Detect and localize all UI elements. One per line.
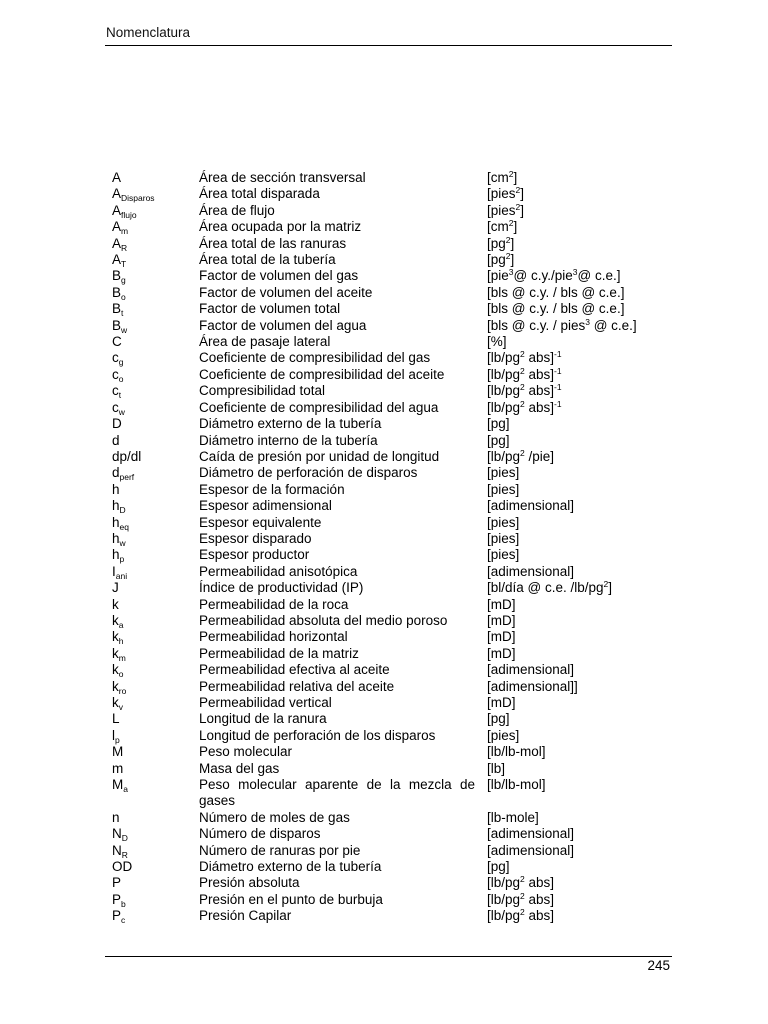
description-cell: Permeabilidad vertical <box>199 695 332 710</box>
nomenclature-row <box>112 350 677 366</box>
nomenclature-row <box>112 843 677 859</box>
symbol-cell: $k_m$ <box>112 645 126 663</box>
symbol-cell: $h_p$ <box>112 547 125 565</box>
nomenclature-row <box>112 433 677 449</box>
nomenclature-row <box>112 498 677 514</box>
description-cell: Espesor productor <box>199 547 310 563</box>
unit-cell: [pies$^2$] <box>487 185 525 202</box>
nomenclature-row <box>112 892 677 908</box>
nomenclature-row <box>112 383 677 399</box>
symbol-cell: $M_a$ <box>112 777 128 795</box>
nomenclature-row <box>112 728 677 744</box>
description-cell: Coeficiente de compresibilidad del agua <box>199 399 439 415</box>
description-cell: Espesor adimensional <box>199 498 332 514</box>
unit-cell: [pies] <box>487 530 520 546</box>
nomenclature-row <box>112 908 677 924</box>
symbol-cell: $P_b$ <box>112 891 126 909</box>
unit-cell: [lb/lb-mol] <box>487 777 546 793</box>
unit-cell: [$lb/pg^2$ abs]$^{-1}$ <box>487 349 562 366</box>
unit-cell: [pies] <box>487 514 520 530</box>
nomenclature-row <box>112 547 677 563</box>
nomenclature-row <box>112 629 677 645</box>
nomenclature-row <box>112 219 677 235</box>
nomenclature-row <box>112 564 677 580</box>
description-cell: Factor de volumen del agua <box>199 317 367 333</box>
unit-cell: [pie$^3$@ c.y./pie$^3$@ c.e.] <box>487 267 621 284</box>
symbol-cell: $B_t$ <box>112 301 124 319</box>
description-cell: Permeabilidad horizontal <box>199 629 348 645</box>
description-cell: Coeficiente de compresibilidad del aceite <box>199 366 445 382</box>
description-cell: Permeabilidad anisotópica <box>199 563 358 579</box>
unit-cell: $[pg^2]$ <box>487 234 515 251</box>
nomenclature-row <box>112 482 677 498</box>
unit-cell: [pg] <box>487 416 510 432</box>
symbol-cell: $k_{ro}$ <box>112 678 127 696</box>
unit-cell: [$lb/pg^2$ abs] <box>487 890 555 907</box>
symbol-cell: $B_g$ <box>112 268 126 286</box>
nomenclature-row <box>112 252 677 268</box>
unit-cell: [pies] <box>487 547 520 563</box>
symbol-cell: J <box>112 580 119 596</box>
description-cell: Índice de productividad (IP) <box>199 580 364 596</box>
unit-cell: $[cm^2]$ <box>487 169 518 185</box>
description-cell: Número de ranuras por pie <box>199 842 361 858</box>
unit-cell: [pies] <box>487 465 520 481</box>
symbol-cell: $c_g$ <box>112 350 124 368</box>
description-cell: Área total disparada <box>199 186 320 202</box>
symbol-cell: $N_D$ <box>112 826 128 844</box>
description-cell: Compresibilidad total <box>199 383 326 399</box>
unit-cell: [$lb/pg^2$ abs]$^{-1}$ <box>487 365 562 382</box>
nomenclature-row <box>112 695 677 711</box>
symbol-cell: m <box>112 760 124 776</box>
symbol-cell: dp/dl <box>112 448 142 464</box>
unit-cell: [bl/día @ c.e. $/lb/pg^2$] <box>487 579 613 596</box>
unit-cell: [pies$^2$] <box>487 201 525 218</box>
nomenclature-row <box>112 400 677 416</box>
nomenclature-row <box>112 613 677 629</box>
unit-cell: [mD] <box>487 596 516 612</box>
unit-cell: [pg] <box>487 859 510 875</box>
nomenclature-row <box>112 186 677 202</box>
description-cell: Diámetro externo de la tubería <box>199 416 382 432</box>
nomenclature-row <box>112 170 677 186</box>
nomenclature-row <box>112 203 677 219</box>
symbol-cell: OD <box>112 859 133 875</box>
symbol-cell: C <box>112 334 122 350</box>
description-cell: Permeabilidad absoluta del medio poroso <box>199 612 448 628</box>
description-cell: Diámetro interno de la tubería <box>199 432 378 448</box>
nomenclature-row <box>112 367 677 383</box>
symbol-cell: $c_w$ <box>112 399 125 417</box>
unit-cell: [$lb/pg^2$ abs] <box>487 874 555 891</box>
symbol-cell: P <box>112 875 122 891</box>
description-cell: Área de flujo <box>199 202 275 218</box>
symbol-cell: $A_{Disparos}$ <box>112 186 155 204</box>
description-cell: Coeficiente de compresibilidad del gas <box>199 350 431 366</box>
symbol-cell: $B_o$ <box>112 284 126 302</box>
nomenclature-row <box>112 711 677 727</box>
header-divider <box>105 45 672 46</box>
symbol-cell: $P_c$ <box>112 908 126 926</box>
symbol-cell: $d_{perf}$ <box>112 465 135 483</box>
nomenclature-row <box>112 744 677 760</box>
symbol-cell: $I_{ani}$ <box>112 563 128 581</box>
nomenclature-row <box>112 810 677 826</box>
description-cell: Caída de presión por unidad de longitud <box>199 448 440 464</box>
nomenclature-row <box>112 236 677 252</box>
nomenclature-row <box>112 318 677 334</box>
description-cell: Área total de la tubería <box>199 252 336 268</box>
nomenclature-row <box>112 515 677 531</box>
unit-cell: [adimensional] <box>487 498 575 514</box>
description-cell: Permeabilidad de la matriz <box>199 645 359 661</box>
unit-cell: [pg] <box>487 711 510 727</box>
nomenclature-table <box>112 170 677 925</box>
unit-cell: [$lb/pg^2$ abs] <box>487 907 555 924</box>
nomenclature-row <box>112 580 677 596</box>
nomenclature-row <box>112 416 677 432</box>
unit-cell: [adimensional] <box>487 662 575 678</box>
description-cell: Espesor de la formación <box>199 481 345 497</box>
symbol-cell: D <box>112 416 122 432</box>
nomenclature-row <box>112 761 677 777</box>
unit-cell: $[pg^2]$ <box>487 251 515 268</box>
page-header-title: Nomenclatura <box>106 25 191 40</box>
description-cell: Factor de volumen total <box>199 301 341 317</box>
nomenclature-row <box>112 301 677 317</box>
page-number: 245 <box>647 958 670 973</box>
unit-cell: [mD] <box>487 629 516 645</box>
description-cell: Diámetro externo de la tubería <box>199 859 382 875</box>
description-cell: Área de pasaje lateral <box>199 334 331 350</box>
unit-cell: [pies] <box>487 481 520 497</box>
description-cell: Espesor disparado <box>199 530 312 546</box>
unit-cell: [bls @ c.y. / pies$^3$ @ c.e.] <box>487 316 637 333</box>
footer-divider <box>105 956 672 957</box>
unit-cell: [adimensional] <box>487 842 575 858</box>
symbol-cell: $k_v$ <box>112 695 123 712</box>
description-cell: Peso molecular aparente de la mezcla de gases <box>199 777 475 809</box>
nomenclature-row <box>112 646 677 662</box>
symbol-cell: $h_D$ <box>112 498 126 516</box>
symbol-cell: $h_{eq}$ <box>112 514 129 532</box>
unit-cell: [$lb/pg^2$ /pie] <box>487 447 555 464</box>
description-cell: Longitud de la ranura <box>199 711 327 727</box>
description-cell: Presión Capilar <box>199 908 292 924</box>
symbol-cell: k <box>112 596 119 612</box>
unit-cell: [mD] <box>487 645 516 661</box>
description-cell: Factor de volumen del aceite <box>199 284 373 300</box>
symbol-cell: n <box>112 809 120 825</box>
nomenclature-row <box>112 465 677 481</box>
symbol-cell: $A_m$ <box>112 219 129 237</box>
symbol-cell: $k_a$ <box>112 612 124 630</box>
nomenclature-row <box>112 826 677 842</box>
nomenclature-row <box>112 268 677 284</box>
unit-cell: [adimensional]] <box>487 678 578 694</box>
description-cell: Permeabilidad relativa del aceite <box>199 678 395 694</box>
unit-cell: [pies] <box>487 727 520 743</box>
unit-cell: [bls @ c.y. / bls @ c.e.] <box>487 301 625 317</box>
unit-cell: [lb-mole] <box>487 809 539 825</box>
description-cell: Permeabilidad efectiva al aceite <box>199 662 390 678</box>
description-cell: Peso molecular <box>199 744 293 760</box>
description-cell: Área de sección transversal <box>199 170 366 185</box>
unit-cell: [%] <box>487 334 507 350</box>
description-cell: Factor de volumen del gas <box>199 268 359 284</box>
unit-cell: $[cm^2]$ <box>487 218 518 235</box>
description-cell: Presión en el punto de burbuja <box>199 891 383 907</box>
description-cell: Número de disparos <box>199 826 321 842</box>
nomenclature-row <box>112 285 677 301</box>
unit-cell: [bls @ c.y. / bls @ c.e.] <box>487 284 625 300</box>
description-cell: Diámetro de perforación de disparos <box>199 465 418 481</box>
nomenclature-row <box>112 662 677 678</box>
unit-cell: [$lb/pg^2$ abs]$^{-1}$ <box>487 382 562 399</box>
nomenclature-row <box>112 334 677 350</box>
unit-cell: [mD] <box>487 612 516 628</box>
symbol-cell: L <box>112 711 120 727</box>
symbol-cell: h <box>112 481 120 497</box>
nomenclature-body <box>112 170 677 925</box>
unit-cell: [pg] <box>487 432 510 448</box>
nomenclature-row <box>112 859 677 875</box>
symbol-cell: $A_T$ <box>112 252 127 270</box>
unit-cell: [mD] <box>487 695 516 710</box>
description-cell: Permeabilidad de la roca <box>199 596 349 612</box>
unit-cell: [lb] <box>487 760 506 776</box>
symbol-cell: $c_o$ <box>112 366 124 384</box>
symbol-cell: $A_{flujo}$ <box>112 202 137 220</box>
symbol-cell: $B_w$ <box>112 317 128 335</box>
description-cell: Espesor equivalente <box>199 514 322 530</box>
symbol-cell: $k_o$ <box>112 662 124 680</box>
symbol-cell: $k_h$ <box>112 629 124 647</box>
description-cell: Área ocupada por la matriz <box>199 219 362 235</box>
unit-cell: [lb/lb-mol] <box>487 744 546 760</box>
description-cell: Presión absoluta <box>199 875 300 891</box>
symbol-cell: $h_w$ <box>112 530 126 548</box>
description-cell: Longitud de perforación de los disparos <box>199 727 436 743</box>
symbol-cell: $c_t$ <box>112 383 122 401</box>
symbol-cell: A <box>112 170 122 185</box>
symbol-cell: M <box>112 744 124 760</box>
symbol-cell: $A_R$ <box>112 235 128 253</box>
nomenclature-row <box>112 777 677 810</box>
unit-cell: [adimensional] <box>487 826 575 842</box>
unit-cell: [adimensional] <box>487 563 575 579</box>
description-cell: Masa del gas <box>199 760 280 776</box>
description-cell: Área total de las ranuras <box>199 235 347 251</box>
description-cell: Número de moles de gas <box>199 809 350 825</box>
nomenclature-row <box>112 875 677 891</box>
nomenclature-row <box>112 679 677 695</box>
unit-cell: [$lb/pg^2$ abs]$^{-1}$ <box>487 398 562 415</box>
symbol-cell: $N_R$ <box>112 842 128 860</box>
nomenclature-row <box>112 449 677 465</box>
symbol-cell: $l_p$ <box>112 727 120 745</box>
symbol-cell: d <box>112 432 120 448</box>
nomenclature-row <box>112 597 677 613</box>
nomenclature-row <box>112 531 677 547</box>
